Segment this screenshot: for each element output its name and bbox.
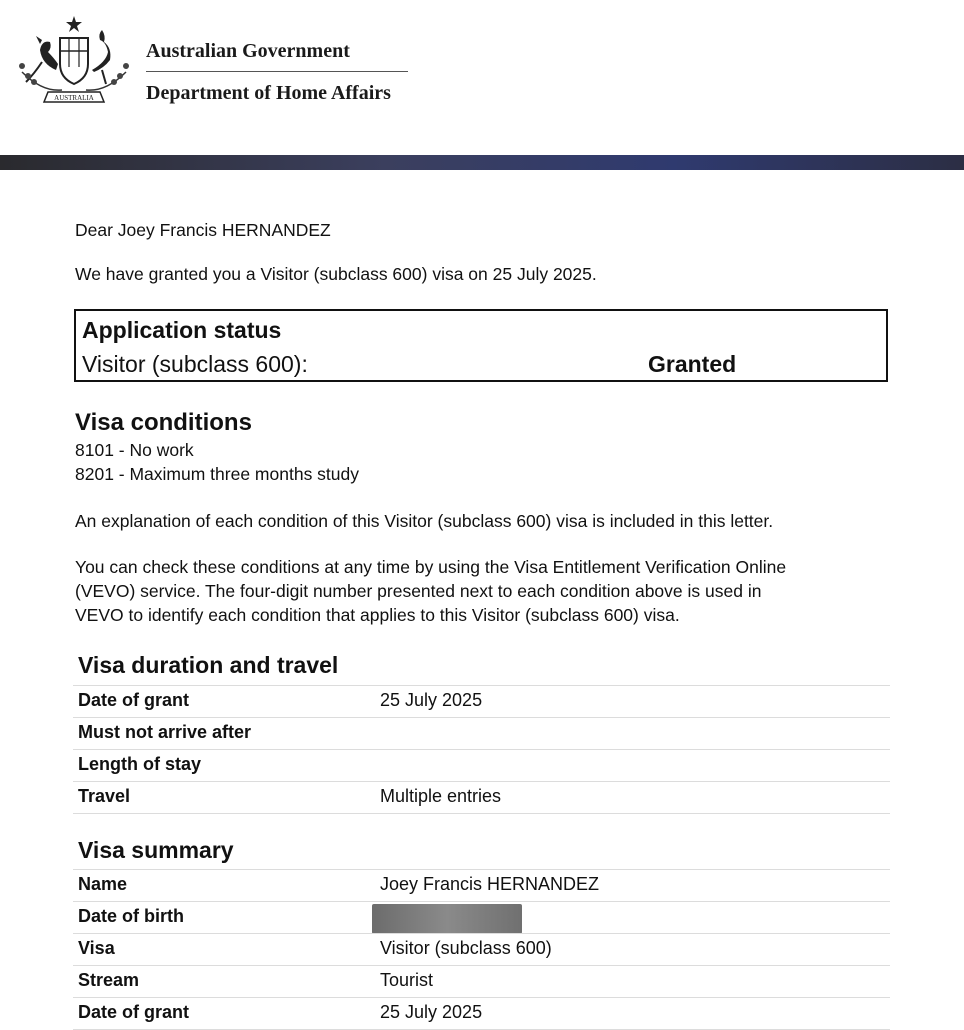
vevo-text-line: VEVO to identify each condition that applies to this Visitor (subclass 600) visa. bbox=[75, 605, 680, 625]
condition-item: 8101 - No work bbox=[75, 440, 194, 460]
row-value: 25 July 2025 bbox=[380, 1002, 483, 1022]
header-divider-band bbox=[0, 155, 964, 170]
department-name: Department of Home Affairs bbox=[146, 82, 391, 104]
row-label: Length of stay bbox=[78, 754, 202, 774]
row-value: Multiple entries bbox=[380, 786, 502, 806]
duration-table bbox=[73, 685, 890, 814]
row-label: Stream bbox=[78, 970, 140, 990]
vevo-text-line: (VEVO) service. The four-digit number presented next to each condition above is used in bbox=[75, 581, 762, 601]
redacted-value bbox=[372, 904, 522, 934]
table-row bbox=[73, 997, 890, 1030]
row-value: Visitor (subclass 600) bbox=[380, 938, 552, 958]
duration-section-title: Visa duration and travel bbox=[78, 652, 339, 678]
table-row bbox=[73, 781, 890, 814]
government-name: Australian Government bbox=[146, 40, 408, 72]
agency-name-block bbox=[146, 40, 408, 105]
visa-conditions-title: Visa conditions bbox=[75, 409, 252, 436]
summary-section-title: Visa summary bbox=[78, 837, 234, 863]
application-status-value: Granted bbox=[648, 351, 737, 377]
grant-intro: We have granted you a Visitor (subclass 600) visa on 25 July 2025. bbox=[75, 264, 597, 284]
row-label: Date of grant bbox=[78, 690, 190, 710]
table-row bbox=[73, 933, 890, 965]
application-status-label: Visitor (subclass 600): bbox=[82, 351, 308, 377]
row-label: Must not arrive after bbox=[78, 722, 252, 742]
row-label: Visa bbox=[78, 938, 115, 958]
vevo-text-line: You can check these conditions at any time by using the Visa Entitlement Verification Online bbox=[75, 557, 787, 577]
summary-table bbox=[73, 869, 890, 1030]
table-row bbox=[73, 749, 890, 781]
row-label: Travel bbox=[78, 786, 131, 806]
table-row bbox=[73, 685, 890, 717]
application-status-box bbox=[74, 309, 888, 382]
application-status-title: Application status bbox=[82, 317, 282, 343]
row-label: Date of grant bbox=[78, 1002, 190, 1022]
table-row bbox=[73, 901, 890, 933]
salutation: Dear Joey Francis HERNANDEZ bbox=[75, 220, 331, 240]
row-value: 25 July 2025 bbox=[380, 690, 483, 710]
row-label: Date of birth bbox=[78, 906, 184, 926]
table-row bbox=[73, 717, 890, 749]
row-label: Name bbox=[78, 874, 128, 894]
table-row bbox=[73, 965, 890, 997]
svg-text:AUSTRALIA: AUSTRALIA bbox=[54, 94, 94, 102]
condition-item: 8201 - Maximum three months study bbox=[75, 464, 360, 484]
coat-of-arms-logo bbox=[12, 12, 136, 108]
table-row bbox=[73, 869, 890, 901]
row-value: Tourist bbox=[380, 970, 434, 990]
conditions-explanation: An explanation of each condition of this Visitor (subclass 600) visa is included in this letter. bbox=[75, 511, 774, 531]
row-value: Joey Francis HERNANDEZ bbox=[380, 874, 600, 894]
